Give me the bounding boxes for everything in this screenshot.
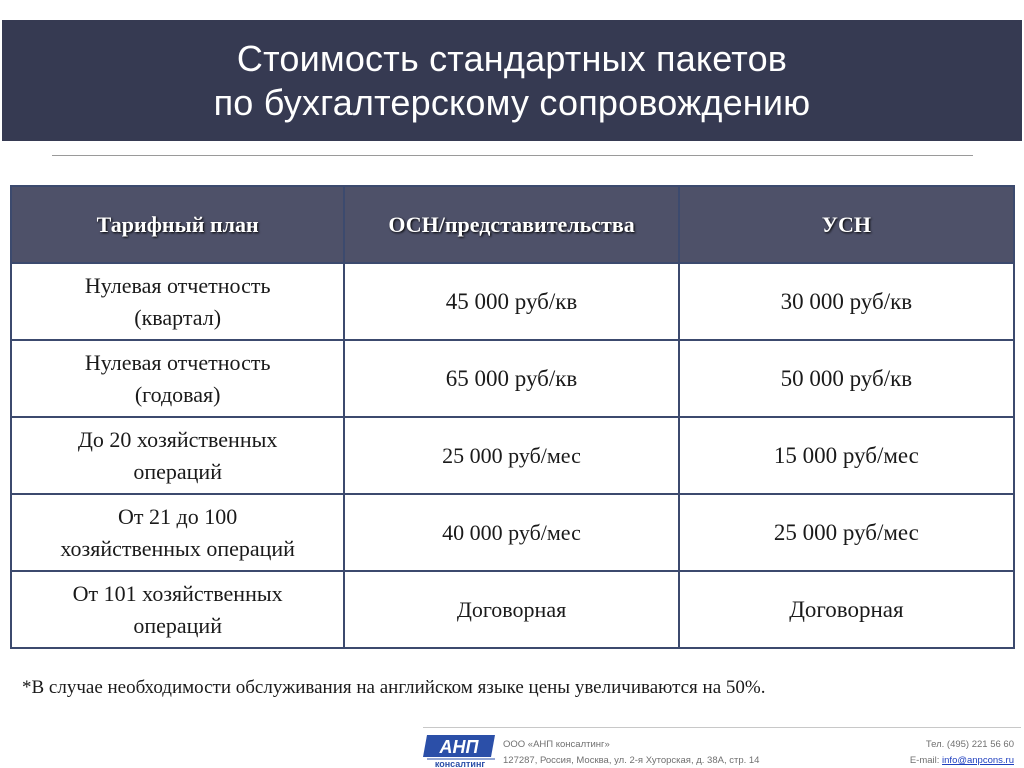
- company-address: 127287, Россия, Москва, ул. 2-я Хуторская, д. 38А, стр. 14: [503, 755, 760, 766]
- header-plan: Тарифный план: [11, 186, 344, 263]
- email-line: [910, 753, 1014, 768]
- footer-divider: [423, 727, 1021, 728]
- plan-line-1: От 21 до 100: [118, 503, 238, 529]
- osn-price-cell: 45 000 руб/кв: [344, 263, 678, 340]
- osn-price-cell: 65 000 руб/кв: [344, 340, 678, 417]
- osn-price-cell: 40 000 руб/мес: [344, 494, 678, 571]
- header-osn: ОСН/представительства: [344, 186, 678, 263]
- table-row: [11, 417, 1014, 494]
- plan-cell: [11, 494, 344, 571]
- plan-line-2: операций: [133, 612, 222, 638]
- page-title-line-1: Стоимость стандартных пакетов: [236, 37, 788, 79]
- page-title-line-2: по бухгалтерскому сопровождению: [213, 81, 811, 123]
- logo-text-top: АНП: [439, 737, 479, 757]
- plan-line-2: (годовая): [134, 381, 221, 407]
- usn-price-cell: Договорная: [679, 571, 1014, 648]
- plan-cell: [11, 263, 344, 340]
- company-info: [503, 737, 759, 768]
- plan-line-1: Нулевая отчетность: [84, 272, 271, 298]
- plan-line-1: До 20 хозяйственных: [77, 426, 278, 452]
- email-link[interactable]: info@anpcons.ru: [942, 755, 1014, 766]
- table-row: [11, 263, 1014, 340]
- plan-line-1: Нулевая отчетность: [84, 349, 271, 375]
- osn-price-cell: 25 000 руб/мес: [344, 417, 678, 494]
- plan-cell: [11, 571, 344, 648]
- title-divider: [52, 155, 973, 156]
- table-row: [11, 340, 1014, 417]
- phone-number: Тел. (495) 221 56 60: [925, 739, 1014, 750]
- table-row: [11, 494, 1014, 571]
- usn-price-cell: 15 000 руб/мес: [679, 417, 1014, 494]
- footnote: *В случае необходимости обслуживания на английском языке цены увеличиваются на 50%.: [22, 677, 766, 698]
- contact-info: [910, 737, 1014, 768]
- osn-price-cell: Договорная: [344, 571, 678, 648]
- title-banner: [2, 20, 1022, 141]
- plan-line-2: операций: [133, 458, 222, 484]
- company-logo: [423, 733, 497, 768]
- header-usn: УСН: [679, 186, 1014, 263]
- usn-price-cell: 50 000 руб/кв: [679, 340, 1014, 417]
- plan-line-2: (квартал): [134, 304, 222, 330]
- company-name: ООО «АНП консалтинг»: [503, 739, 610, 750]
- usn-price-cell: 30 000 руб/кв: [679, 263, 1014, 340]
- logo-text-bottom: консалтинг: [434, 759, 486, 768]
- table-header-row: [11, 186, 1014, 263]
- price-table: [10, 185, 1015, 649]
- plan-line-1: От 101 хозяйственных: [72, 580, 283, 606]
- plan-cell: [11, 417, 344, 494]
- plan-cell: [11, 340, 344, 417]
- email-label: E-mail:: [909, 755, 940, 766]
- usn-price-cell: 25 000 руб/мес: [679, 494, 1014, 571]
- plan-line-2: хозяйственных операций: [60, 535, 295, 561]
- table-row: [11, 571, 1014, 648]
